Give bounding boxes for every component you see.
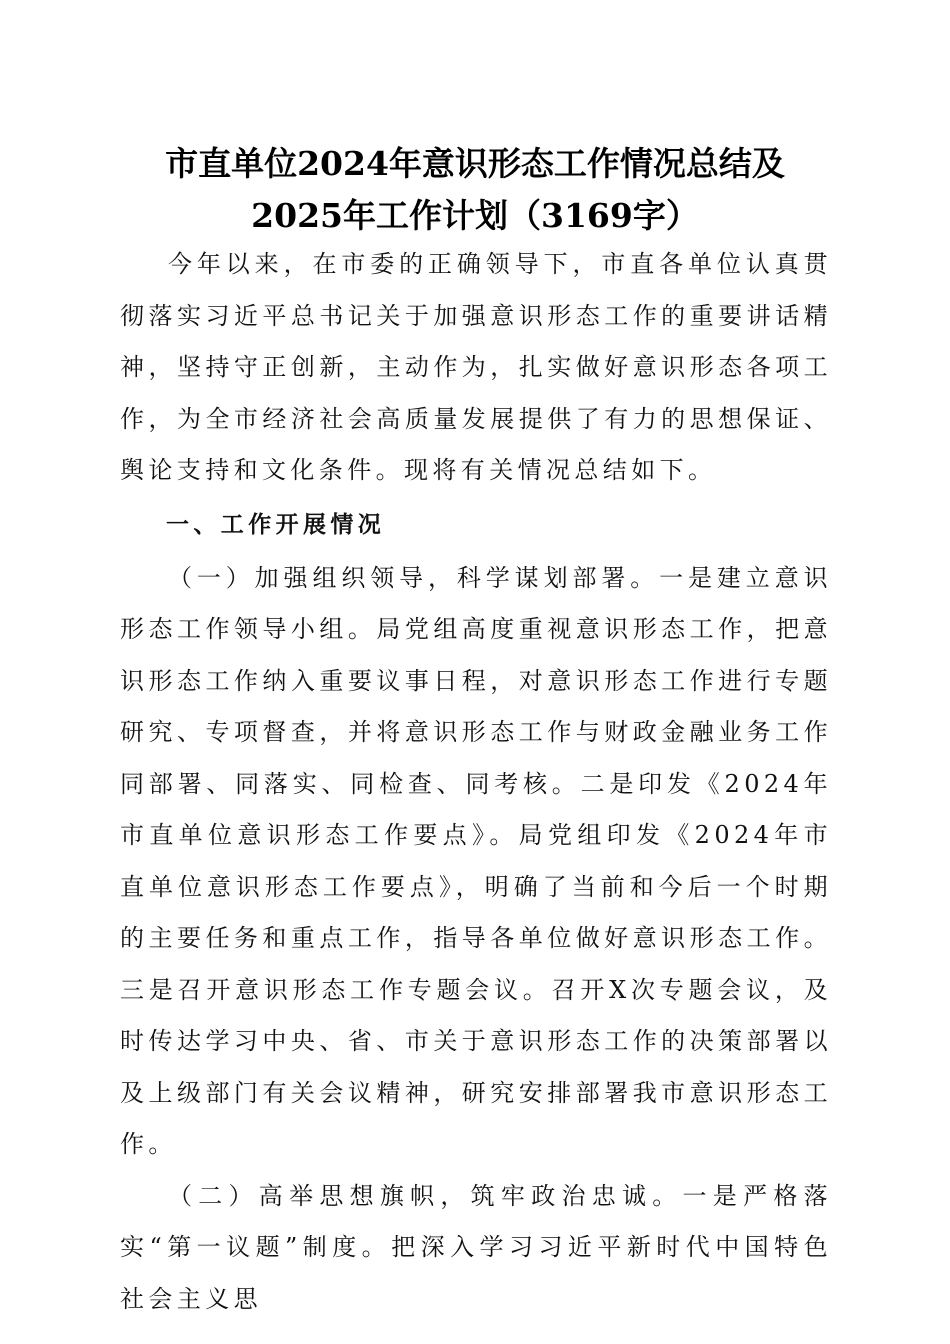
intro-paragraph: 今年以来，在市委的正确领导下，市直各单位认真贯彻落实习近平总书记关于加强意识形态工作的重要讲话精神，坚持守正创新，主动作为，扎实做好意识形态各项工作，为全市经济社会高质量发展提供了有力的思想保证、舆论支持和文化条件。现将有关情况总结如下。 [120,250,832,484]
document-body [120,239,832,1325]
subsection-2-body: 一是严格落实“第一议题”制度。把深入学习习近平新时代中国特色社会主义思 [120,1181,832,1313]
subsection-2-paragraph [120,1171,832,1326]
document-title-line1: 市直单位2024年意识形态工作情况总结及 [165,144,785,183]
subsection-2-heading: （二）高举思想旗帜，筑牢政治忠诚。 [168,1181,683,1210]
document-title-line2: 2025年工作计划（3169字） [251,196,699,235]
section-heading: 一、工作开展情况 [166,511,386,538]
subsection-1-paragraph [120,553,832,1171]
subsection-1-heading: （一）加强组织领导，科学谋划部署。 [168,563,660,592]
subsection-1-body: 一是建立意识形态工作领导小组。局党组高度重视意识形态工作，把意识形态工作纳入重要议事日程，对意识形态工作进行专题研究、专项督查，并将意识形态工作与财政金融业务工作同部署、同落实、同检查、同考核。二是印发《2024年市直单位意识形态工作要点》。局党组印发《2024年市直单位意识形态工作要点》，明确了当前和今后一个时期的主要任务和重点工作，指导各单位做好意识形态工作。三是召开意识形态工作专题会议。召开X次专题会议，及时传达学习中央、省、市关于意识形态工作的决策部署以及上级部门有关会议精神，研究安排部署我市意识形态工作。 [120,563,832,1158]
